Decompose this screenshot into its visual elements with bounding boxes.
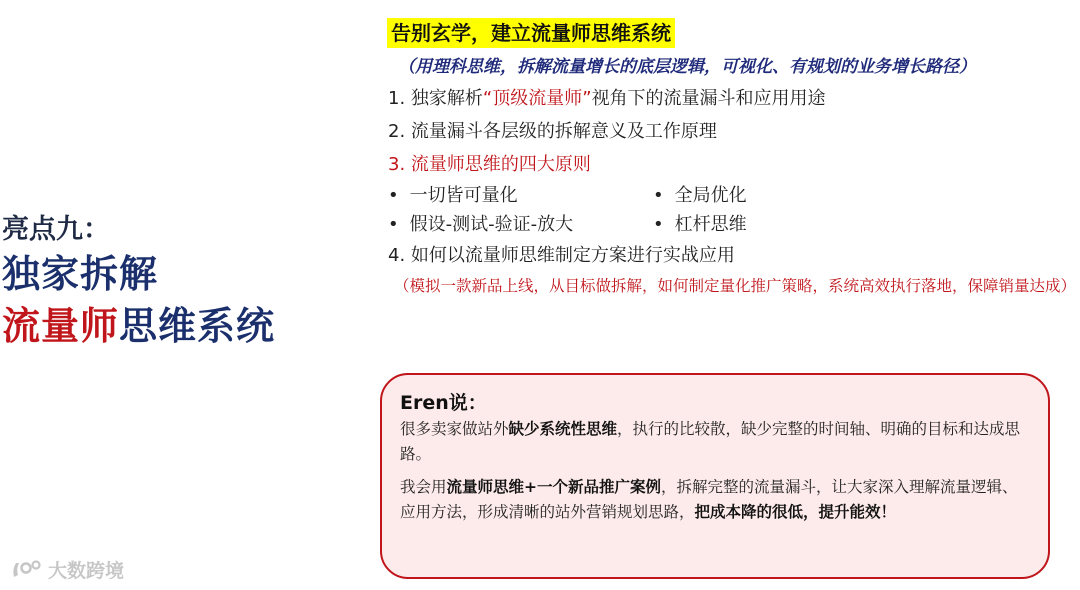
principle-item: • 全局优化 <box>653 181 853 210</box>
p1-bold: 缺少系统性思维 <box>508 420 618 438</box>
item1-text: 1. 独家解析 <box>388 88 483 109</box>
highlight-label: 亮点九： <box>2 214 110 245</box>
p2-bold-1: 流量师思维+一个新品推广案例 <box>446 478 662 496</box>
headline: 告别玄学，建立流量师思维系统 <box>387 18 675 48</box>
p1-text: 很多卖家做站外 <box>400 420 509 438</box>
item1-highlight: “顶级流量师” <box>482 88 592 109</box>
item1-text-end: 视角下的流量漏斗和应用用途 <box>591 88 826 109</box>
outline-item-4: 4. 如何以流量师思维制定方案进行实战应用 <box>388 245 735 266</box>
highlight-title <box>2 212 275 352</box>
outline-item-3: 3. 流量师思维的四大原则 <box>388 154 591 175</box>
p2-text: 我会用 <box>400 478 447 496</box>
principles-list <box>388 181 1078 239</box>
subtitle: （用理科思维，拆解流量增长的底层逻辑，可视化、有规划的业务增长路径） <box>398 57 976 77</box>
card-paragraph-2 <box>400 475 1024 525</box>
highlight-title-line3 <box>2 300 275 352</box>
watermark <box>10 556 124 583</box>
principle-item: • 假设-测试-验证-放大 <box>388 210 653 239</box>
brand-logo-icon <box>10 559 44 581</box>
card-title: Eren说： <box>400 392 487 414</box>
outline-item-2: 2. 流量漏斗各层级的拆解意义及工作原理 <box>388 121 717 142</box>
title-red-part: 流量师 <box>2 304 120 348</box>
card-paragraph-1 <box>400 417 1024 467</box>
p1-text-end: ，执行的比较散，缺少完整的时间轴、明确的目标和达成思路。 <box>400 420 1021 463</box>
principle-item: • 杠杆思维 <box>653 210 853 239</box>
principle-item: • 一切皆可量化 <box>388 181 653 210</box>
course-outline <box>388 18 1078 299</box>
title-navy-part: 思维系统 <box>119 304 276 348</box>
highlight-title-line2: 独家拆解 <box>2 252 159 296</box>
p2-text-mid: ，拆解完整的流量漏斗，让大家深入理解流量逻辑、应用方法，形成清晰的站外营销规划思路， <box>400 478 1018 521</box>
watermark-text: 大数跨境 <box>48 560 125 582</box>
p2-bold-2: 把成本降的很低，提升能效！ <box>694 503 897 521</box>
outline-item-1 <box>388 82 1078 115</box>
outline-note: （模拟一款新品上线，从目标做拆解，如何制定量化推广策略，系统高效执行落地，保障销量达成） <box>394 277 1077 295</box>
speaker-quote-card <box>380 373 1050 579</box>
